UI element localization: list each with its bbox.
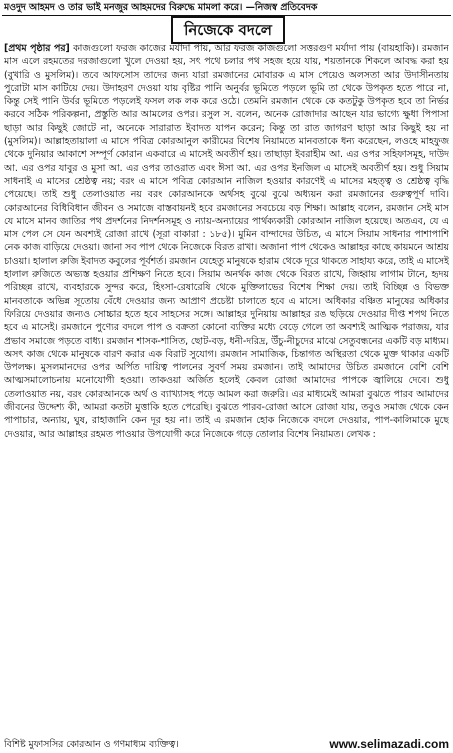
top-line-text: মওদুদ আহমদ ও তার ভাই মনজুর আহমদের বিরুদ্ধে মামলা করে। —নিজস্ব প্রতিবেদক: [4, 2, 318, 13]
author-footer: বিশিষ্ট মুফাসসির কোরআন ও গণমাধ্যম ব্যক্তিত্ব।: [4, 739, 179, 750]
article-text: কাজগুলো ফরজ কাজের মর্যাদা পায়, আর ফরজ কাজগুলো সত্তরগুণ মর্যাদা পায় (বায়হাকি)। রমজান মাস এলে রহমতের দরজাগুলো খুলে দেওয়া হয়, সৎ পথে চলার পথ সহজ হয়ে যায়, শয়তানকে শিকলে আবদ্ধ করা হয় (বুখারি ও মুসলিম)। তবে আফসোস তাদের জন্য যারা রমজানের মোবারক এ মাস পেয়েও অলসতা আর উদাসীনতায় পুরোটা মাস কাটিয়ে দেয়। উদাহরণ দেওয়া যায় বৃষ্টির পানি অনুর্বর ভূমিতে পড়লে ভূমি তা থেকে উপকৃত হতে পারে না, কিন্তু সেই পানি উর্বর ভূমিতে পড়লেই ফসল লক লক করে ওঠে। তেমনি রমজান থেকে কে কতটুকু উপকৃত হবে তা নির্ভর করবে সঠিক পরিকল্পনা, প্রস্তুতি আর আমলের ওপর। রসুল স. বলেন, অনেক রোজাদার আছেন যার ভাগ্যে ক্ষুধা পিপাসা ছাড়া আর কিছুই জোটে না, অনেকে সারারাত ইবাদত যাপন করেন; কিন্তু তা রাত জাগরণ ছাড়া আর কিছুই হয় না (মুসলিম)। আল্লাহতায়ালা এ মাসে পবিত্র কোরআনুল কারীমের বিশেষ নিয়ামতে মানবতাকে ধন্য করেছেন, লওহে মাহফুজ থেকে দুনিয়ার আকাশে সম্পূর্ণ কোরান একবারে এ মাসেই অবতীর্ণ হয়। তাছাড়া ইবরাহীম আ. এর ওপর সহিফাসমূহ, দাউদ আ. এর ওপর যাবুর ও মুসা আ. এর ওপর তাওরাত এবং ঈসা আ. এর ওপর ইনজিল এ মাসেই অবতীর্ণ হয়। শুধু সিয়াম সাধনাই এ মাসের শ্রেষ্ঠত্ব নয়; বরং এ মাসে পবিত্র কোরআন নাজিল হওয়ার কারণেই এ মাসের মহত্ত্ব ও শ্রেষ্ঠত্ব বৃদ্ধি পেয়েছে। তাই শুধু তেলাওয়াত নয় বরং কোরআনকে অর্থসহ বুঝে বুঝে অধ্যয়ন করা রমজানের গুরুত্বপূর্ণ দাবি। কোরআনের বিধিবিধান জীবন ও সমাজে বাস্তবায়নই হবে রমজানের সবচেয়ে বড় শিক্ষা। আল্লাহ বলেন, রমজান সেই মাস যে মাসে মানব জাতির পথ প্রদর্শনের নিদর্শনসমূহ ও ন্যায়-অন্যায়ের পার্থক্যকারী কোরআন নাজিল হয়েছে। অতএব, যে এ মাস পেল সে যেন অবশ্যই রোজা রাখে (সূরা বাকারা : ১৮৫)। মুমিন বান্দাদের উচিত, এ মাসে সিয়াম সাধনার পাশাপাশি নেক কাজ বাড়িয়ে দেওয়া। জানা সব পাপ থেকে নিজেকে বিরত রাখা। অজানা পাপ থেকেও আল্লাহর কাছে কায়মনে আশ্রয় চাওয়া। হালাল রুজি ইবাদত কবুলের পূর্বশর্ত। রমজান যেহেতু মানুষকে হারাম থেকে দূরে থাকতে সাহায্য করে, তাই এ মাসেই হালাল রুজিতে অভ্যস্ত হওয়ার প্রশিক্ষণ নিতে হবে। সিয়াম অনর্থক কাজ থেকে বিরত রাখে, জিহ্বায় লাগাম টানে, হৃদয় পরিচ্ছন্ন রাখে, ব্যবহারকে সুন্দর করে, হিংসা-রেষারেষি থেকে মুক্তিলাভের বিশেষ শিক্ষা দেয়। তাই বিচ্ছিন্ন ও বিভক্ত মানবতাকে অভিন্ন সূতোয় বেঁধে দেওয়ার জন্য আপ্রাণ প্রচেষ্টা চালাতে হবে এ মাসে। অধিকার বঞ্চিত মানুষের অধিকার ফিরিয়ে দেওয়ার জন্যও সোচ্চার হতে হবে সাহসের সঙ্গে। আল্লাহর দুনিয়ায় আল্লাহর রঙ ছড়িয়ে দেওয়ার দীপ্ত শপথ নিতে হবে এ মাসেই। রমজানে পুণ্যের বদলে পাপ ও বক্রতা কোনো ব্যক্তির মধ্যে বেড়ে গেলে তা অবশ্যই আত্মিক পরাজয়, যার প্রভাব সমাজে পড়তে বাধ্য। রমজান শাসক-শাসিত, ছোট-বড়, ধনী-দরিদ্র, উঁচু-নীচুদের মাঝে সেতুবন্ধনের একটি বড় মাধ্যম। অসৎ কাজ থেকে মানুষকে বারণ করার এক বিরাট সুযোগ। রমজান সামাজিক, চিন্তাগত অস্থিরতা থেকে মুক্ত থাকার একটি উপলক্ষ। মুসলমানদের ওপর অর্পিত দায়িত্ব পালনের সুবর্ণ সময় রমজান। তাই আমাদের উচিত রমজানে বেশি বেশি আত্মসমালোচনায় মনোযোগী হওয়া। তাকওয়া অর্জিত হলেই কেবল রোজা আমাদের পাপকে জ্বালিয়ে দেবে। শুধু তেলাওয়াত নয়, বরং কোরআনকে অর্থ ও ব্যাখ্যাসহ পড়ে আমল করা জরুরি। এর মাধ্যমেই আমরা বুঝতে পারব আমাদের জীবনের উদ্দেশ্য কী, আমরা কতটা মুত্তাকি হতে পেরেছি। বুঝতে পারব-রোজা আসে রোজা যায়, তবুও সমাজ থেকে কেন পাপাচার, অন্যায়, ঘুষ, রাহাজানি কেন দূর হয় না। তাই এ রমজান হোক নিজেকে বদলে দেওয়ার, পাপ-কালিমাকে মুছে দেওয়ার, আর আল্লাহর রহমত পাওয়ার উপযোগী করে নিজেকে গড়ে তোলার বিশেষ নিয়ামত। লেখক :: [4, 43, 449, 440]
headline: নিজেকে বদলে: [184, 21, 272, 39]
article-body: [4, 42, 449, 734]
headline-box: [171, 16, 285, 44]
continuation-label: [প্রথম পৃষ্ঠার পর]: [4, 43, 70, 54]
site-watermark: www.selimazadi.com: [329, 737, 449, 751]
